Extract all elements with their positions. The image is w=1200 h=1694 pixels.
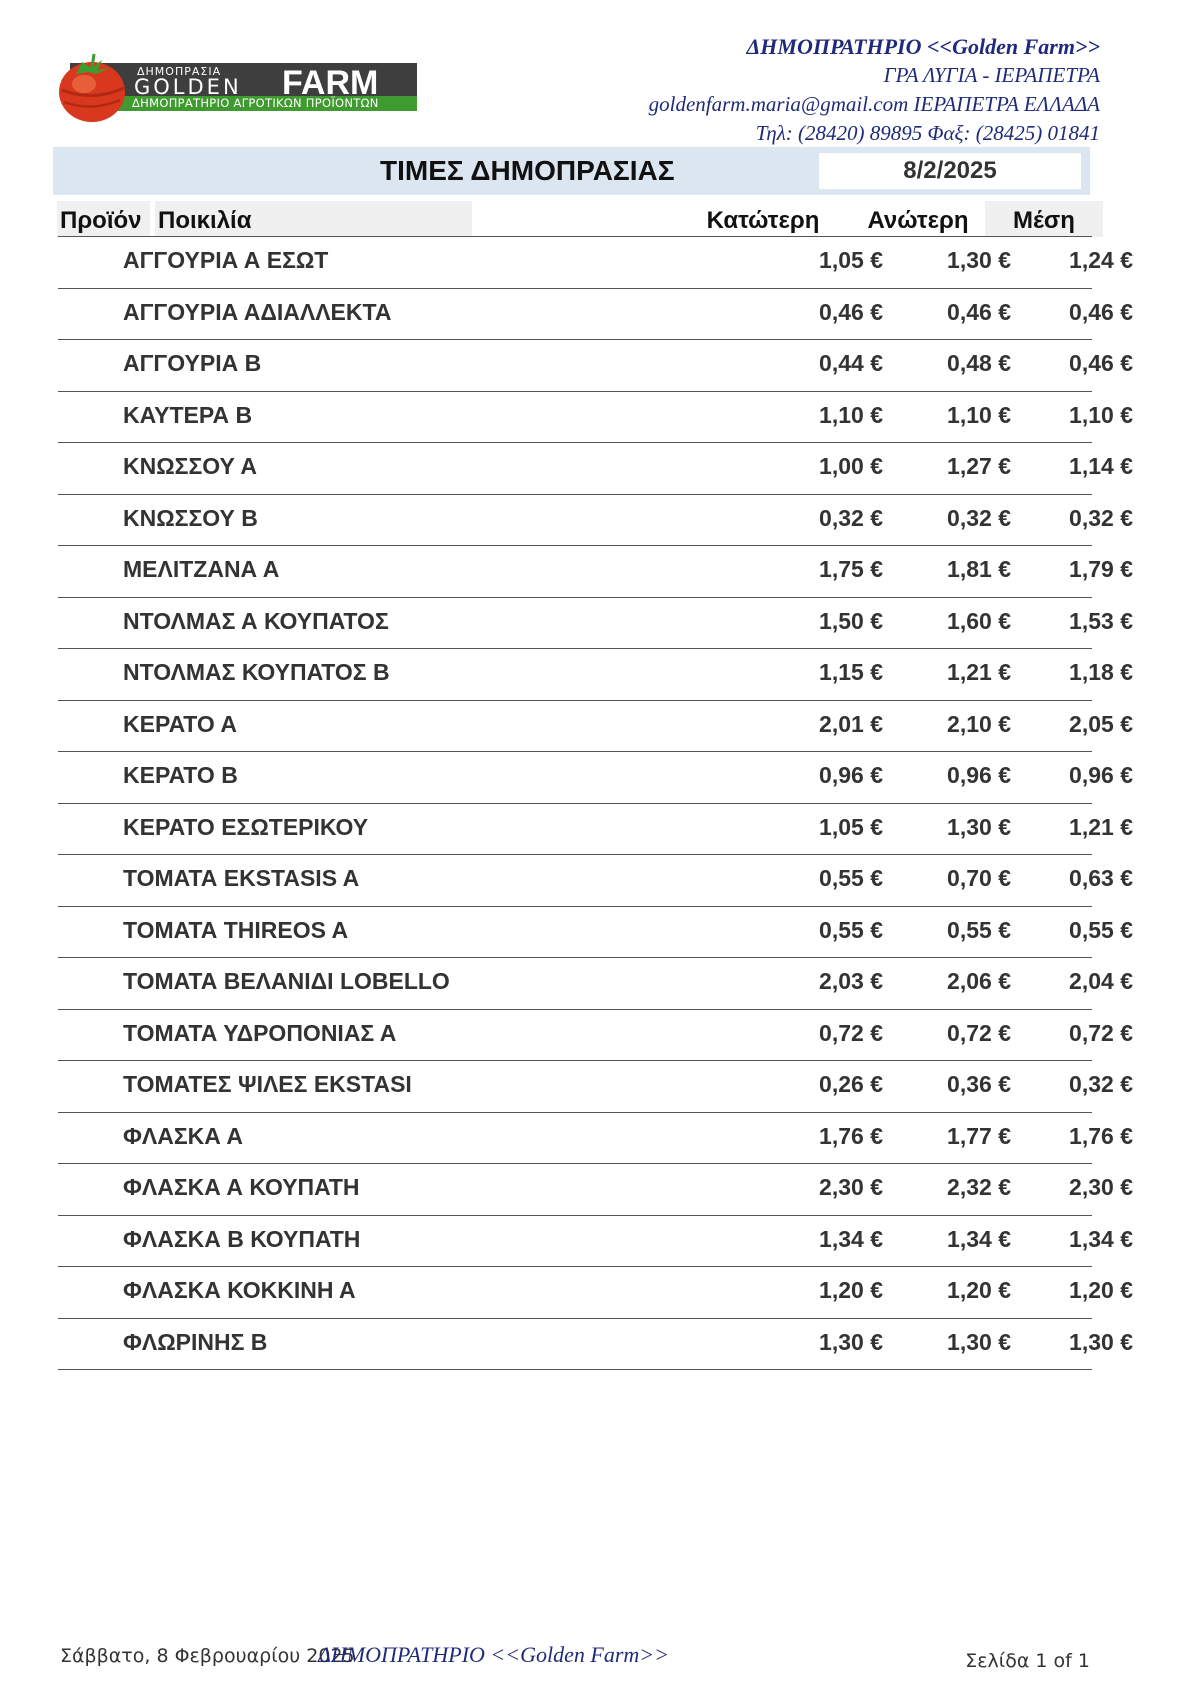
price-high: 1,20 € [947,1277,1011,1303]
report-title-bar [53,147,1090,195]
product-name: ΚΝΩΣΣΟΥ Α [123,453,258,479]
table-row [58,854,1133,906]
price-high: 1,21 € [947,659,1011,685]
price-table [58,236,1133,1370]
product-name: ΤΟΜΑΤΑ THIREOS A [123,916,349,943]
product-name: ΤΟΜΑΤΑ ΒΕΛΑΝΙΔΙ LOBELLO [123,968,450,994]
price-high: 0,70 € [947,865,1011,891]
price-high: 0,32 € [947,504,1011,531]
price-low: 1,76 € [819,1122,883,1149]
price-low: 1,10 € [819,401,883,428]
footer-company: ΔΗΜΟΠΡΑΤΗΡΙΟ <<Golden Farm>> [318,1642,669,1667]
price-low: 1,34 € [819,1225,883,1252]
product-name: ΦΛΑΣΚΑ ΚΟΚΚΙΝΗ Α [123,1277,356,1303]
product-name: ΚΕΡΑΤΟ Α [123,710,237,737]
price-low: 0,44 € [819,350,883,376]
price-low: 0,96 € [819,762,883,788]
product-name: ΦΛΑΣΚΑ Α ΚΟΥΠΑΤΗ [123,1174,360,1200]
footer-date: Σάββατο, 8 Φεβρουαρίου 2025 [60,1645,355,1667]
price-high: 1,60 € [947,607,1011,634]
company-phone-line: Τηλ: (28420) 89895 Φαξ: (28425) 01841 [755,121,1100,145]
price-low: 1,00 € [819,453,883,479]
footer-page-number: Σελίδα 1 of 1 [965,1650,1090,1672]
price-high: 1,27 € [947,453,1011,479]
product-name: ΝΤΟΛΜΑΣ ΚΟΥΠΑΤΟΣ Β [123,659,390,685]
column-header-low: Κατώτερη [706,207,820,234]
price-low: 1,50 € [819,607,883,634]
price-high: 1,30 € [947,813,1011,840]
price-low: 1,15 € [819,659,883,685]
product-name: ΦΛΑΣΚΑ Β ΚΟΥΠΑΤΗ [123,1225,361,1252]
price-low: 1,30 € [819,1328,883,1355]
price-low: 2,01 € [819,710,883,737]
price-avg: 1,79 € [1069,556,1133,582]
price-avg: 1,76 € [1069,1122,1133,1149]
price-low: 1,05 € [819,247,883,273]
price-high: 1,30 € [947,247,1011,273]
logo-top-text: ΔΗΜΟΠΡΑΣΙΑ [137,65,222,78]
price-low: 0,26 € [819,1071,883,1097]
price-avg: 0,32 € [1069,504,1133,531]
table-row [58,700,1133,752]
table-row [58,288,1133,340]
price-high: 2,32 € [947,1174,1011,1200]
price-high: 0,48 € [947,350,1011,376]
product-name: ΤΟΜΑΤΕΣ ΨΙΛΕΣ EKSTASI [123,1071,412,1097]
price-low: 1,75 € [819,556,883,582]
product-name: ΑΓΓΟΥΡΙΑ Α ΕΣΩΤ [123,247,329,273]
logo-farm-text: FARM [282,64,379,102]
price-avg: 1,14 € [1069,453,1133,479]
product-name: ΚΕΡΑΤΟ Β [123,762,238,788]
price-avg: 0,32 € [1069,1071,1133,1097]
price-avg: 0,72 € [1069,1019,1133,1046]
price-low: 0,46 € [819,298,883,325]
table-row [58,1266,1133,1318]
table-row [58,803,1133,855]
product-name: ΤΟΜΑΤΑ ΥΔΡΟΠΟΝΙΑΣ Α [123,1019,397,1046]
table-row [58,1318,1133,1370]
product-name: ΤΟΜΑΤΑ EKSTASIS A [123,865,360,891]
product-name: ΝΤΟΛΜΑΣ Α ΚΟΥΠΑΤΟΣ [123,607,389,634]
product-name: ΜΕΛΙΤΖΑΝΑ Α [123,556,280,582]
table-row [58,1009,1133,1061]
price-avg: 1,18 € [1069,659,1133,685]
column-header-product: Προϊόν [57,201,150,237]
table-row [58,545,1133,597]
logo-golden-text: GOLDEN [134,75,242,99]
price-avg: 1,10 € [1069,401,1133,428]
price-low: 0,55 € [819,865,883,891]
logo-subtitle: ΔΗΜΟΠΡΑΤΗΡΙΟ ΑΓΡΟΤΙΚΩΝ ΠΡΟΪΟΝΤΩΝ [132,96,379,110]
table-row [58,751,1133,803]
price-avg: 0,46 € [1069,298,1133,325]
price-low: 1,20 € [819,1277,883,1303]
price-avg: 0,55 € [1069,916,1133,943]
product-name: ΚΑΥΤΕΡΑ Β [123,401,253,428]
price-high: 0,96 € [947,762,1011,788]
column-header-avg: Μέση [985,201,1103,237]
table-row [58,1215,1133,1267]
price-low: 0,32 € [819,504,883,531]
tomato-icon [54,52,134,124]
price-avg: 1,20 € [1069,1277,1133,1303]
price-avg: 2,05 € [1069,710,1133,737]
price-avg: 0,46 € [1069,350,1133,376]
company-logo [52,48,417,126]
company-address: ΓΡΑ ΛΥΓΙΑ - ΙΕΡΑΠΕΤΡΑ [883,63,1100,87]
price-avg: 1,53 € [1069,607,1133,634]
table-row [58,906,1133,958]
price-high: 0,36 € [947,1071,1011,1097]
table-row [58,957,1133,1009]
price-low: 0,72 € [819,1019,883,1046]
price-high: 2,06 € [947,968,1011,994]
product-name: ΚΝΩΣΣΟΥ Β [123,504,258,531]
table-row [58,494,1133,546]
table-row [58,1163,1133,1215]
product-name: ΦΛΩΡΙΝΗΣ Β [123,1328,268,1355]
column-header-high: Ανώτερη [867,207,969,234]
product-name: ΑΓΓΟΥΡΙΑ Β [123,350,262,376]
price-avg: 0,96 € [1069,762,1133,788]
report-title: ΤΙΜΕΣ ΔΗΜΟΠΡΑΣΙΑΣ [380,155,675,186]
table-bottom-border [58,1369,1092,1370]
report-date: 8/2/2025 [819,153,1081,189]
price-low: 0,55 € [819,916,883,943]
price-high: 1,77 € [947,1122,1011,1149]
product-name: ΦΛΑΣΚΑ Α [123,1122,243,1149]
price-high: 1,81 € [947,556,1011,582]
company-header [649,32,1100,148]
price-avg: 0,63 € [1069,865,1133,891]
company-email-line: goldenfarm.maria@gmail.com ΙΕΡΑΠΕΤΡΑ ΕΛΛΑΔΑ [648,92,1100,116]
price-high: 2,10 € [947,710,1011,737]
table-row [58,1060,1133,1112]
table-row [58,597,1133,649]
price-high: 0,55 € [947,916,1011,943]
product-name: ΑΓΓΟΥΡΙΑ ΑΔΙΑΛΛΕΚΤΑ [123,298,392,325]
price-avg: 2,04 € [1069,968,1133,994]
price-low: 1,05 € [819,813,883,840]
price-high: 0,46 € [947,298,1011,325]
table-row [58,236,1133,288]
table-row [58,648,1133,700]
price-avg: 1,21 € [1069,813,1133,840]
price-avg: 1,34 € [1069,1225,1133,1252]
product-name: ΚΕΡΑΤΟ ΕΣΩΤΕΡΙΚΟΥ [123,813,369,840]
company-name: ΔΗΜΟΠΡΑΤΗΡΙΟ <<Golden Farm>> [746,34,1100,59]
table-row [58,1112,1133,1164]
price-low: 2,30 € [819,1174,883,1200]
price-avg: 1,24 € [1069,247,1133,273]
price-high: 1,10 € [947,401,1011,428]
table-row [58,442,1133,494]
price-high: 1,30 € [947,1328,1011,1355]
table-row [58,339,1133,391]
column-header-variety: Ποικιλία [155,201,472,237]
price-avg: 2,30 € [1069,1174,1133,1200]
price-avg: 1,30 € [1069,1328,1133,1355]
price-high: 1,34 € [947,1225,1011,1252]
price-high: 0,72 € [947,1019,1011,1046]
price-low: 2,03 € [819,968,883,994]
table-row [58,391,1133,443]
